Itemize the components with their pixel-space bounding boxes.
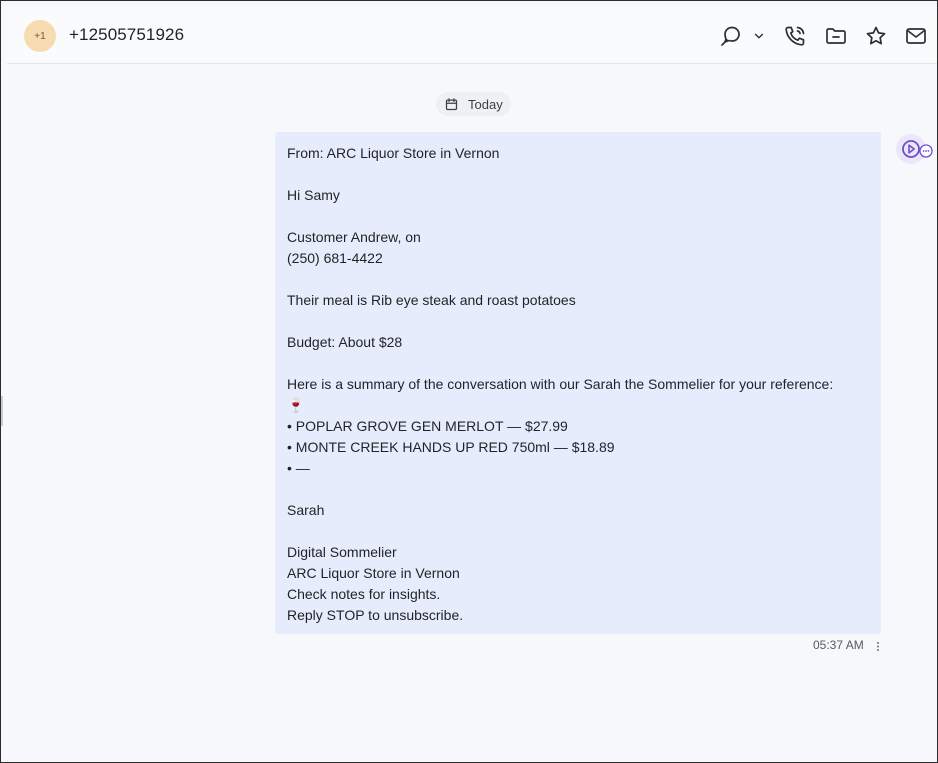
message-line: Their meal is Rib eye steak and roast potatoes — [287, 292, 576, 308]
avatar[interactable]: +1 — [24, 20, 56, 52]
message-line — [287, 479, 869, 500]
message-line: • — — [287, 460, 310, 476]
message-line: Budget: About $28 — [287, 334, 403, 350]
panel-resize-handle[interactable] — [1, 396, 3, 426]
assign-conversation-icon[interactable] — [718, 23, 744, 49]
message-line: 🍷 — [287, 397, 305, 413]
folder-icon[interactable] — [823, 23, 849, 49]
message-timestamp: 05:37 AM — [813, 638, 864, 652]
star-icon[interactable] — [863, 23, 889, 49]
message-line: • POPLAR GROVE GEN MERLOT — $27.99 — [287, 418, 568, 434]
message-line: Reply STOP to unsubscribe. — [287, 607, 464, 623]
date-divider — [436, 92, 511, 116]
message-line: Check notes for insights. — [287, 586, 441, 602]
message-line: • MONTE CREEK HANDS UP RED 750ml — $18.89 — [287, 439, 615, 455]
more-options-icon[interactable] — [875, 639, 881, 653]
message-line: Sarah — [287, 502, 325, 518]
message-bubble[interactable] — [275, 132, 881, 634]
contact-name[interactable]: +12505751926 — [69, 25, 185, 44]
calendar-icon — [444, 97, 459, 112]
message-line: Digital Sommelier — [287, 544, 397, 560]
message-line: (250) 681-4422 — [287, 250, 383, 266]
message-line: Customer Andrew, on — [287, 229, 421, 245]
message-line: Hi Samy — [287, 187, 340, 203]
message-line — [287, 353, 869, 374]
phone-call-icon[interactable] — [782, 23, 808, 49]
date-label: Today — [468, 96, 503, 112]
message-line — [287, 311, 869, 332]
message-line: ARC Liquor Store in Vernon — [287, 565, 460, 581]
message-line — [287, 269, 869, 290]
message-line — [287, 206, 869, 227]
ai-assistant-icon[interactable] — [896, 134, 926, 164]
conversation-header — [7, 7, 937, 64]
message-line: From: ARC Liquor Store in Vernon — [287, 145, 500, 161]
message-line — [287, 164, 869, 185]
message-line: Here is a summary of the conversation with our Sarah the Sommelier for your reference: — [287, 376, 834, 392]
mail-icon[interactable] — [903, 23, 929, 49]
chevron-down-icon[interactable] — [751, 23, 767, 49]
message-line — [287, 521, 869, 542]
